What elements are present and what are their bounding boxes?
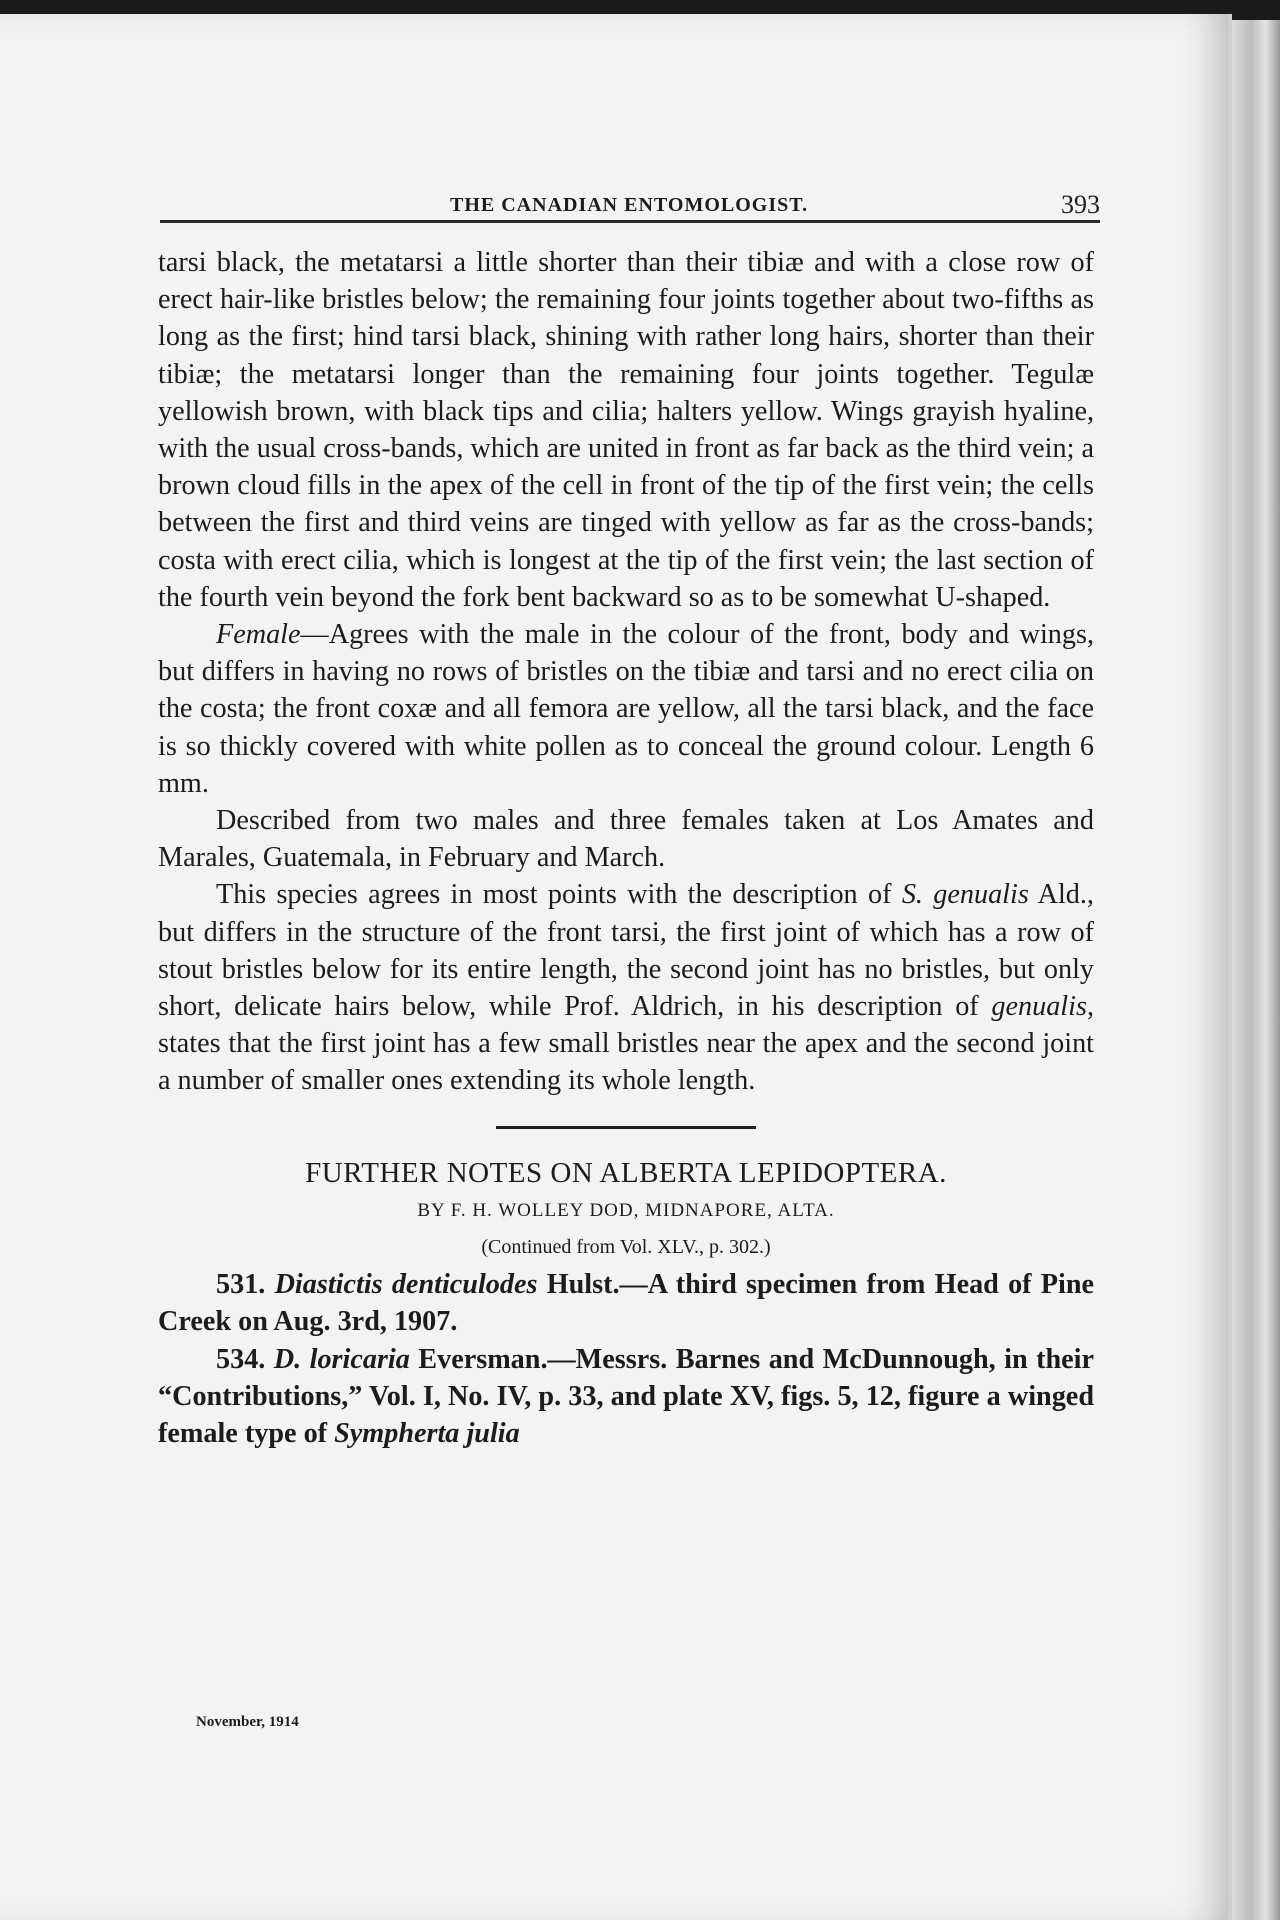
- entry-531: [158, 1266, 1094, 1340]
- comparison-text-e: , states that the first joint has a few small bristles near the apex and the second joint a number of smaller ones extending its whole length.: [158, 991, 1094, 1097]
- comparison-text-c: Ald., but differs in the structure of the front tarsi, the first joint of which has a row of stout bristles below for its entire length, the second joint has no bristles, but only short, delicate hairs below, while Prof. Aldrich, in his description of: [158, 879, 1094, 1023]
- species-genualis: genualis: [991, 991, 1087, 1023]
- entry-text: Eversman.—Messrs. Barnes and McDunnough, in their “Contributions,” Vol. I, No. IV, p. 33, and plate XV, figs. 5, 12, figure a winged female type of: [158, 1343, 1094, 1450]
- entry-534: [158, 1341, 1094, 1453]
- running-title: THE CANADIAN ENTOMOLOGIST.: [450, 194, 809, 216]
- page-edge: [1232, 20, 1280, 1920]
- entry-list: [158, 1266, 1094, 1452]
- comparison-text-a: This species agrees in most points with the description of: [216, 879, 902, 911]
- entry-species-secondary: Sympherta julia: [334, 1418, 520, 1450]
- female-label: Female: [216, 619, 301, 651]
- entry-species: Diastictis denticulodes: [274, 1269, 538, 1301]
- book-page: [0, 14, 1232, 1920]
- paragraph-comparison: [158, 876, 1094, 1099]
- running-head: [160, 190, 1100, 223]
- body-text: [158, 244, 1094, 1452]
- entry-species: D. loricaria: [273, 1343, 410, 1375]
- page-number: 393: [1061, 190, 1100, 219]
- article-continued-note: (Continued from Vol. XLV., p. 302.): [481, 1236, 771, 1259]
- paragraph-described: Described from two males and three females taken at Los Amates and Marales, Guatemala, in February and March.: [158, 805, 1094, 874]
- paragraph-description: tarsi black, the metatarsi a little shorter than their tibiæ and with a close row of erect hair-like bristles below; the remaining four joints together about two-fifths as long as the first; hind tarsi black, shining with rather long hairs, shorter than their tibiæ; the metatarsi longer than the remaining four joints together. Tegulæ yellowish brown, with black tips and cilia; halters yellow. Wings grayish hyaline, with the usual cross-bands, which are united in front as far back as the third vein; a brown cloud fills in the apex of the cell in front of the tip of the first vein; the cells between the first and third veins are tinged with yellow as far as the cross-bands; costa with erect cilia, which is longest at the tip of the first vein; the last section of the fourth vein beyond the fork bent backward so as to be somewhat U-shaped.: [158, 247, 1094, 613]
- article-byline: BY F. H. WOLLEY DOD, MIDNAPORE, ALTA.: [417, 1199, 835, 1221]
- female-text: —Agrees with the male in the colour of the front, body and wings, but differs in having no rows of bristles on the tibiæ and tarsi and no erect cilia on the costa; the front coxæ and all femora are yellow, all the tarsi black, and the face is so thickly covered with white pollen as to conceal the ground colour. Length 6 mm.: [158, 619, 1094, 799]
- article-title: FURTHER NOTES ON ALBERTA LEPIDOPTERA.: [305, 1156, 947, 1189]
- species-s-genualis: S. genualis: [901, 879, 1029, 911]
- section-divider: [496, 1126, 756, 1129]
- issue-date: November, 1914: [196, 1714, 299, 1730]
- paragraph-female: [158, 616, 1094, 802]
- entry-number: 531.: [216, 1269, 275, 1301]
- entry-text: Hulst.—A third specimen from Head of Pine Creek on Aug. 3rd, 1907.: [158, 1269, 1095, 1338]
- entry-number: 534.: [216, 1343, 274, 1375]
